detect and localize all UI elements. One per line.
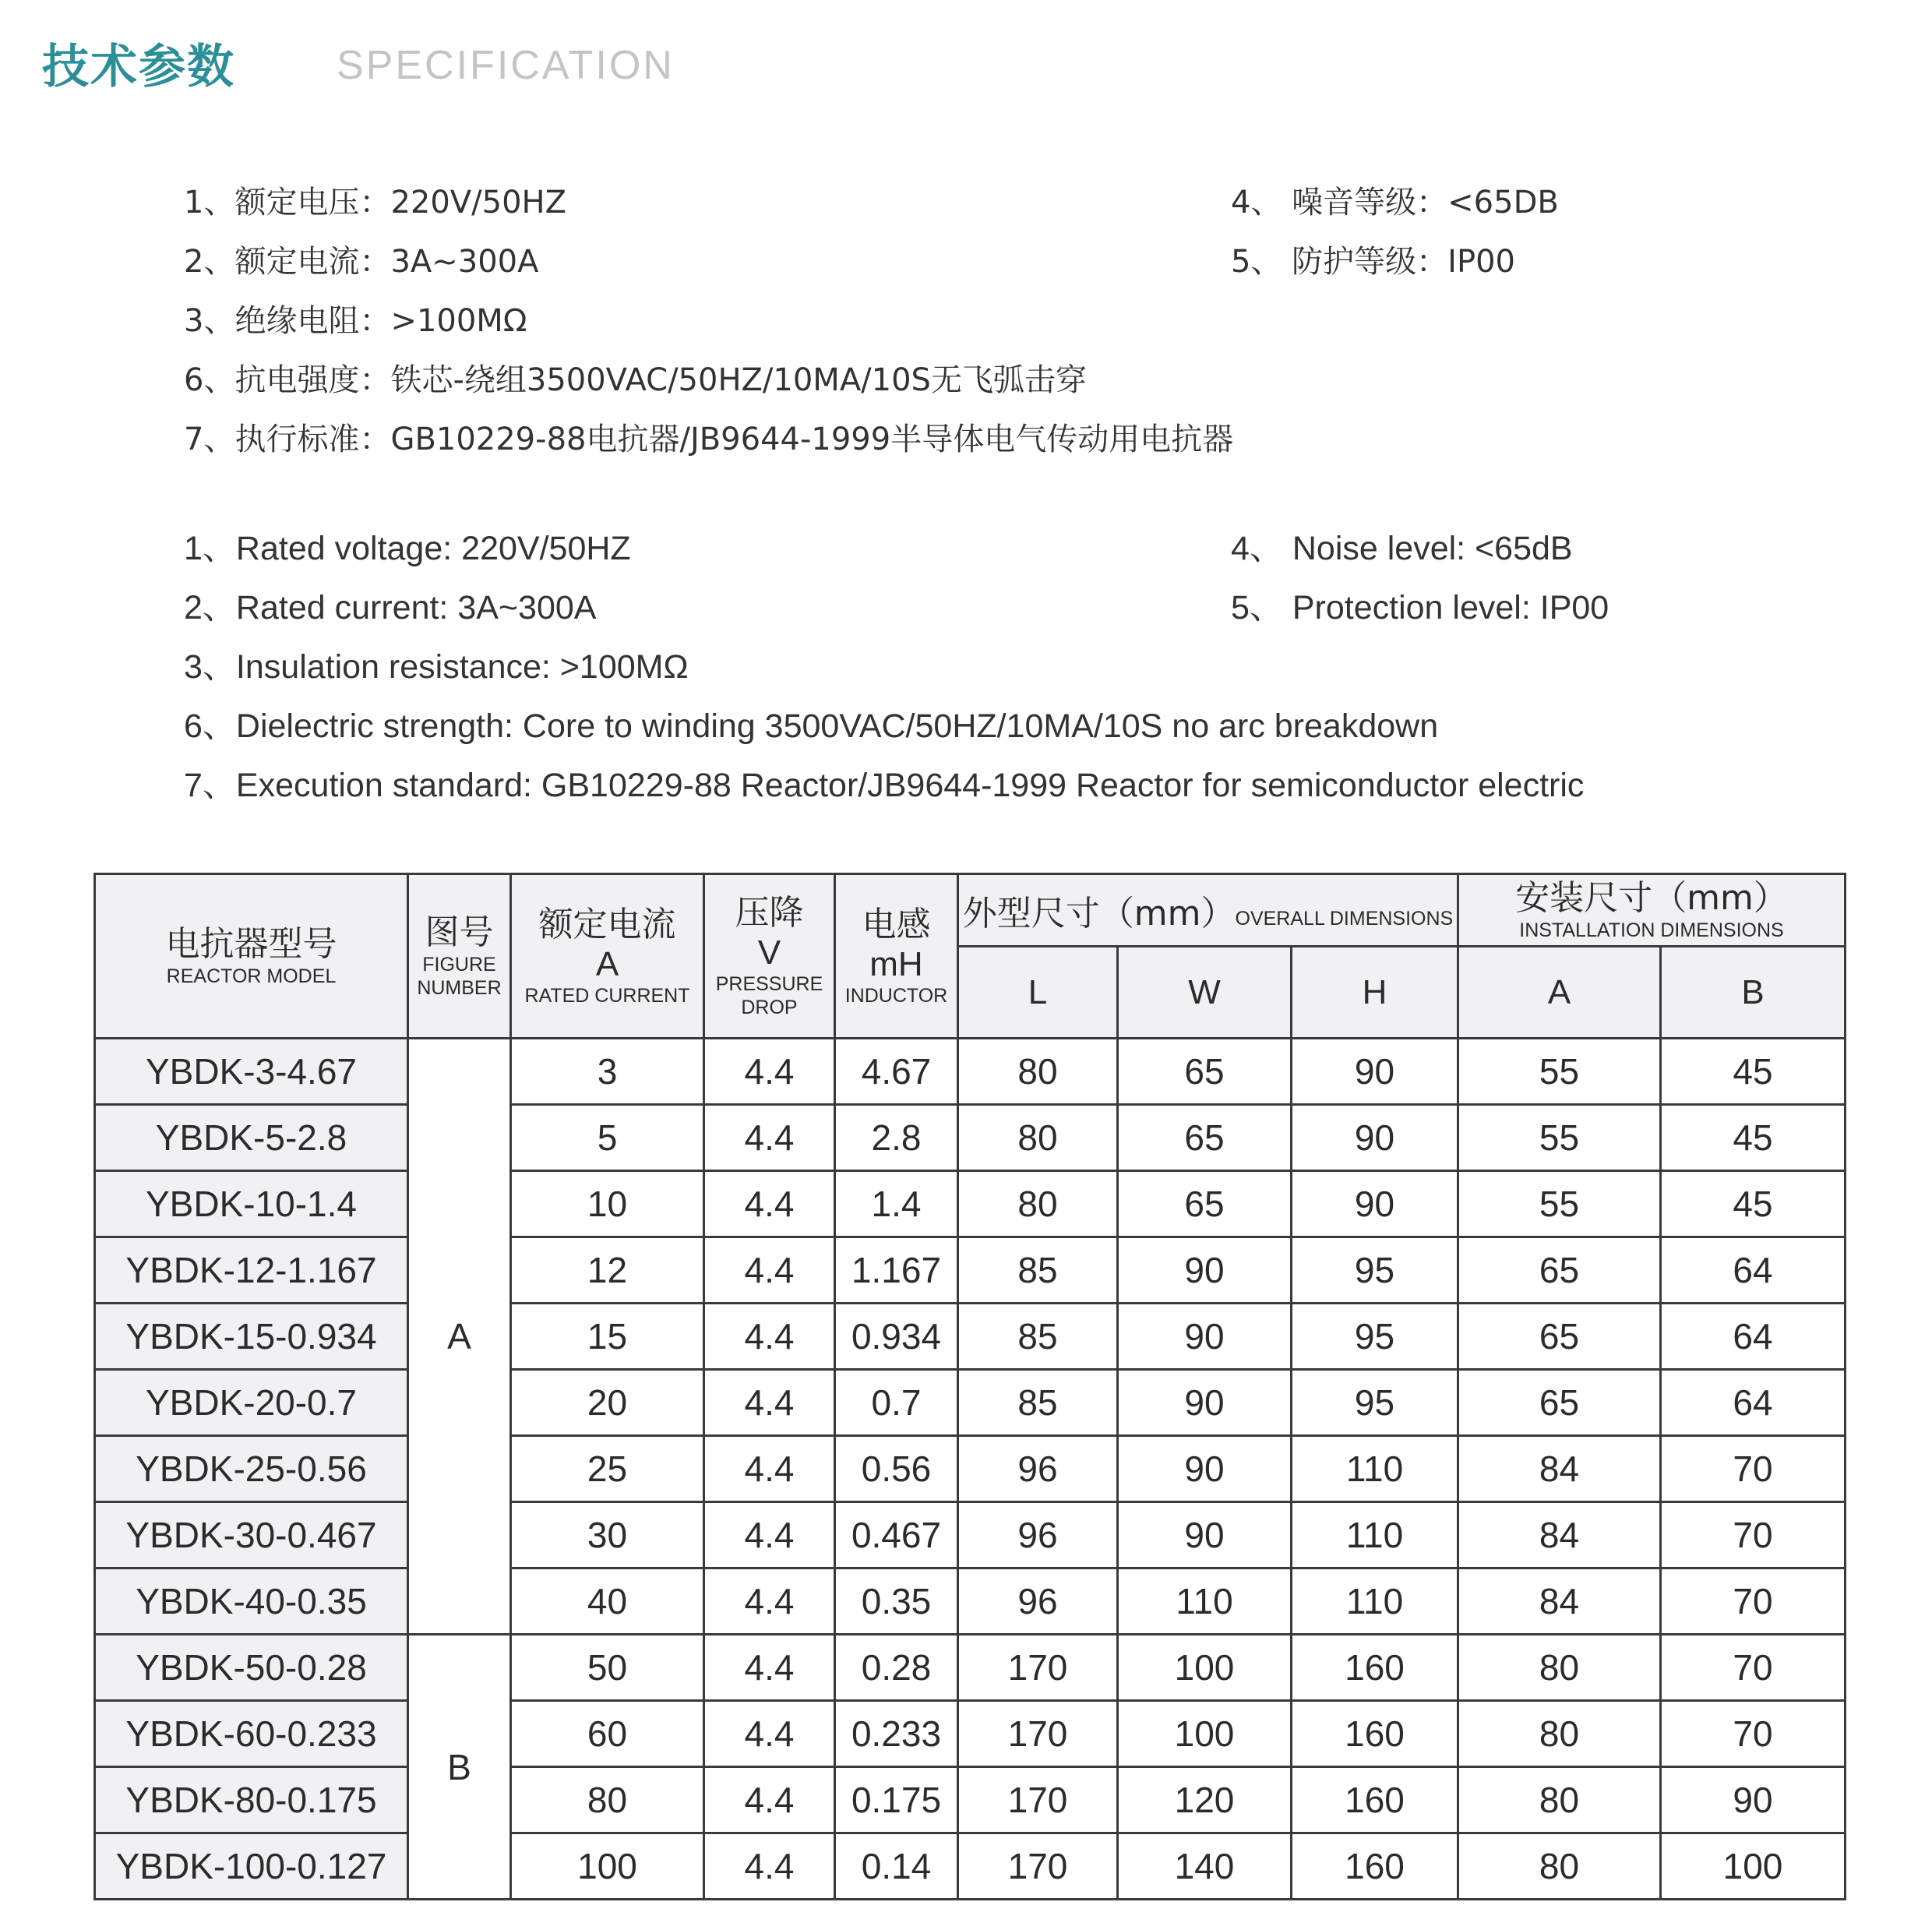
cell-w: 100 [1118,1701,1292,1767]
cell-a: 80 [1458,1833,1661,1900]
cell-drop: 4.4 [704,1105,835,1171]
cell-l: 85 [958,1304,1118,1370]
cell-b: 64 [1661,1370,1846,1436]
cell-current: 20 [511,1370,704,1436]
cell-w: 65 [1118,1105,1292,1171]
spec-item: 4、 Noise level: <65dB [1231,530,1573,567]
cell-drop: 4.4 [704,1039,835,1105]
header-pressure-drop: 压降 V PRESSURE DROP [704,874,835,1039]
table-row [95,1039,1846,1105]
cell-inductor: 0.233 [835,1701,958,1767]
cell-w: 90 [1118,1370,1292,1436]
cell-a: 55 [1458,1105,1661,1171]
cell-model: YBDK-30-0.467 [95,1502,408,1568]
cell-w: 65 [1118,1039,1292,1105]
page-title-cn: 技术参数 [42,40,235,94]
cell-l: 85 [958,1237,1118,1304]
table-row [95,1171,1846,1237]
cell-l: 85 [958,1370,1118,1436]
spec-item: 1、Rated voltage: 220V/50HZ [184,530,631,567]
cell-inductor: 0.467 [835,1502,958,1568]
header-figure: 图号 FIGURE NUMBER [408,874,511,1039]
header-L: L [958,947,1118,1039]
spec-item: 2、Rated current: 3A~300A [184,589,597,626]
header-W: W [1118,947,1292,1039]
table-row [95,1833,1846,1900]
cell-drop: 4.4 [704,1701,835,1767]
cell-w: 100 [1118,1635,1292,1701]
cell-a: 65 [1458,1237,1661,1304]
cell-w: 90 [1118,1436,1292,1502]
cell-model: YBDK-60-0.233 [95,1701,408,1767]
table-row [95,1304,1846,1370]
cell-a: 80 [1458,1635,1661,1701]
cell-current: 40 [511,1568,704,1635]
cell-inductor: 0.35 [835,1568,958,1635]
header-H: H [1292,947,1458,1039]
cell-model: YBDK-50-0.28 [95,1635,408,1701]
cell-w: 110 [1118,1568,1292,1635]
cell-current: 5 [511,1105,704,1171]
cell-a: 80 [1458,1701,1661,1767]
spec-item: 6、Dielectric strength: Core to winding 3500VAC/50HZ/10MA/10S no arc breakdown [184,707,1439,745]
cell-l: 170 [958,1701,1118,1767]
cell-h: 160 [1292,1701,1458,1767]
cell-drop: 4.4 [704,1502,835,1568]
cell-inductor: 1.167 [835,1237,958,1304]
table-row [95,1502,1846,1568]
cell-b: 90 [1661,1767,1846,1833]
cell-inductor: 1.4 [835,1171,958,1237]
cell-model: YBDK-100-0.127 [95,1833,408,1900]
cell-inductor: 2.8 [835,1105,958,1171]
cell-h: 160 [1292,1833,1458,1900]
table-row [95,1568,1846,1635]
cell-drop: 4.4 [704,1833,835,1900]
cell-h: 90 [1292,1039,1458,1105]
cell-inductor: 0.14 [835,1833,958,1900]
table-row [95,1436,1846,1502]
cell-current: 15 [511,1304,704,1370]
cell-w: 90 [1118,1304,1292,1370]
cell-drop: 4.4 [704,1635,835,1701]
cell-b: 70 [1661,1436,1846,1502]
cell-h: 160 [1292,1635,1458,1701]
cell-l: 170 [958,1833,1118,1900]
cell-drop: 4.4 [704,1304,835,1370]
cell-b: 70 [1661,1568,1846,1635]
cell-current: 60 [511,1701,704,1767]
cell-w: 90 [1118,1502,1292,1568]
header-model: 电抗器型号 REACTOR MODEL [95,874,408,1039]
cell-h: 90 [1292,1105,1458,1171]
cell-inductor: 0.28 [835,1635,958,1701]
cell-l: 170 [958,1767,1118,1833]
header-B: B [1661,947,1846,1039]
cell-h: 95 [1292,1237,1458,1304]
cell-l: 96 [958,1436,1118,1502]
cell-l: 80 [958,1039,1118,1105]
table-row [95,1635,1846,1701]
cell-inductor: 4.67 [835,1039,958,1105]
cell-l: 96 [958,1502,1118,1568]
spec-item: 7、执行标准：GB10229-88电抗器/JB9644-1999半导体电气传动用电抗器 [184,422,1234,457]
cell-a: 55 [1458,1039,1661,1105]
cell-a: 65 [1458,1304,1661,1370]
cell-current: 100 [511,1833,704,1900]
cell-a: 84 [1458,1502,1661,1568]
cell-inductor: 0.934 [835,1304,958,1370]
header-rated-current: 额定电流 A RATED CURRENT [511,874,704,1039]
spec-item: 6、抗电强度：铁芯-绕组3500VAC/50HZ/10MA/10S无飞弧击穿 [184,362,1087,398]
cell-l: 80 [958,1171,1118,1237]
cell-a: 84 [1458,1436,1661,1502]
cell-drop: 4.4 [704,1171,835,1237]
spec-item: 3、Insulation resistance: >100MΩ [184,648,689,686]
cell-b: 45 [1661,1039,1846,1105]
cell-l: 170 [958,1635,1118,1701]
cell-current: 50 [511,1635,704,1701]
cell-b: 70 [1661,1635,1846,1701]
table-body [95,1039,1846,1900]
cell-inductor: 0.56 [835,1436,958,1502]
cell-b: 45 [1661,1105,1846,1171]
cell-drop: 4.4 [704,1436,835,1502]
spec-item: 2、额定电流：3A~300A [184,244,539,280]
cell-model: YBDK-40-0.35 [95,1568,408,1635]
cell-current: 12 [511,1237,704,1304]
table-row [95,1237,1846,1304]
cell-h: 95 [1292,1304,1458,1370]
cell-inductor: 0.175 [835,1767,958,1833]
cell-figure-number: A [408,1039,511,1635]
cell-model: YBDK-5-2.8 [95,1105,408,1171]
spec-table [93,873,1846,1900]
cell-w: 90 [1118,1237,1292,1304]
cell-h: 110 [1292,1502,1458,1568]
cell-model: YBDK-12-1.167 [95,1237,408,1304]
cell-h: 160 [1292,1767,1458,1833]
cell-b: 100 [1661,1833,1846,1900]
cell-b: 45 [1661,1171,1846,1237]
cell-figure-number: B [408,1635,511,1900]
cell-current: 10 [511,1171,704,1237]
cell-current: 30 [511,1502,704,1568]
table-row [95,1370,1846,1436]
cell-model: YBDK-20-0.7 [95,1370,408,1436]
cell-h: 95 [1292,1370,1458,1436]
cell-current: 80 [511,1767,704,1833]
table-row [95,1701,1846,1767]
header-installation-dimensions: 安装尺寸（mm） INSTALLATION DIMENSIONS [1458,874,1846,947]
cell-model: YBDK-10-1.4 [95,1171,408,1237]
header-inductor: 电感 mH INDUCTOR [835,874,958,1039]
table-row [95,1105,1846,1171]
spec-item: 7、Execution standard: GB10229-88 Reactor/JB9644-1999 Reactor for semiconductor electric [184,767,1585,804]
cell-drop: 4.4 [704,1237,835,1304]
cell-model: YBDK-15-0.934 [95,1304,408,1370]
cell-a: 55 [1458,1171,1661,1237]
cell-model: YBDK-80-0.175 [95,1767,408,1833]
cell-model: YBDK-25-0.56 [95,1436,408,1502]
cell-a: 80 [1458,1767,1661,1833]
cell-current: 3 [511,1039,704,1105]
spec-item: 5、 Protection level: IP00 [1231,589,1609,626]
cell-drop: 4.4 [704,1370,835,1436]
cell-w: 65 [1118,1171,1292,1237]
cell-drop: 4.4 [704,1568,835,1635]
cell-current: 25 [511,1436,704,1502]
cell-w: 140 [1118,1833,1292,1900]
cell-model: YBDK-3-4.67 [95,1039,408,1105]
cell-l: 80 [958,1105,1118,1171]
spec-item: 1、额定电压：220V/50HZ [184,185,567,221]
cell-inductor: 0.7 [835,1370,958,1436]
page-title-en: SPECIFICATION [337,43,675,88]
header-A: A [1458,947,1661,1039]
cell-b: 64 [1661,1237,1846,1304]
cell-h: 110 [1292,1436,1458,1502]
spec-item: 3、绝缘电阻：>100MΩ [184,303,527,339]
cell-h: 90 [1292,1171,1458,1237]
cell-a: 84 [1458,1568,1661,1635]
spec-item: 4、 噪音等级：<65DB [1231,185,1559,221]
spec-item: 5、 防护等级：IP00 [1231,244,1515,280]
cell-b: 70 [1661,1502,1846,1568]
cell-w: 120 [1118,1767,1292,1833]
cell-drop: 4.4 [704,1767,835,1833]
table-row [95,1767,1846,1833]
cell-h: 110 [1292,1568,1458,1635]
cell-a: 65 [1458,1370,1661,1436]
cell-b: 64 [1661,1304,1846,1370]
header-overall-dimensions: 外型尺寸（mm）OVERALL DIMENSIONS [958,874,1458,947]
cell-b: 70 [1661,1701,1846,1767]
cell-l: 96 [958,1568,1118,1635]
